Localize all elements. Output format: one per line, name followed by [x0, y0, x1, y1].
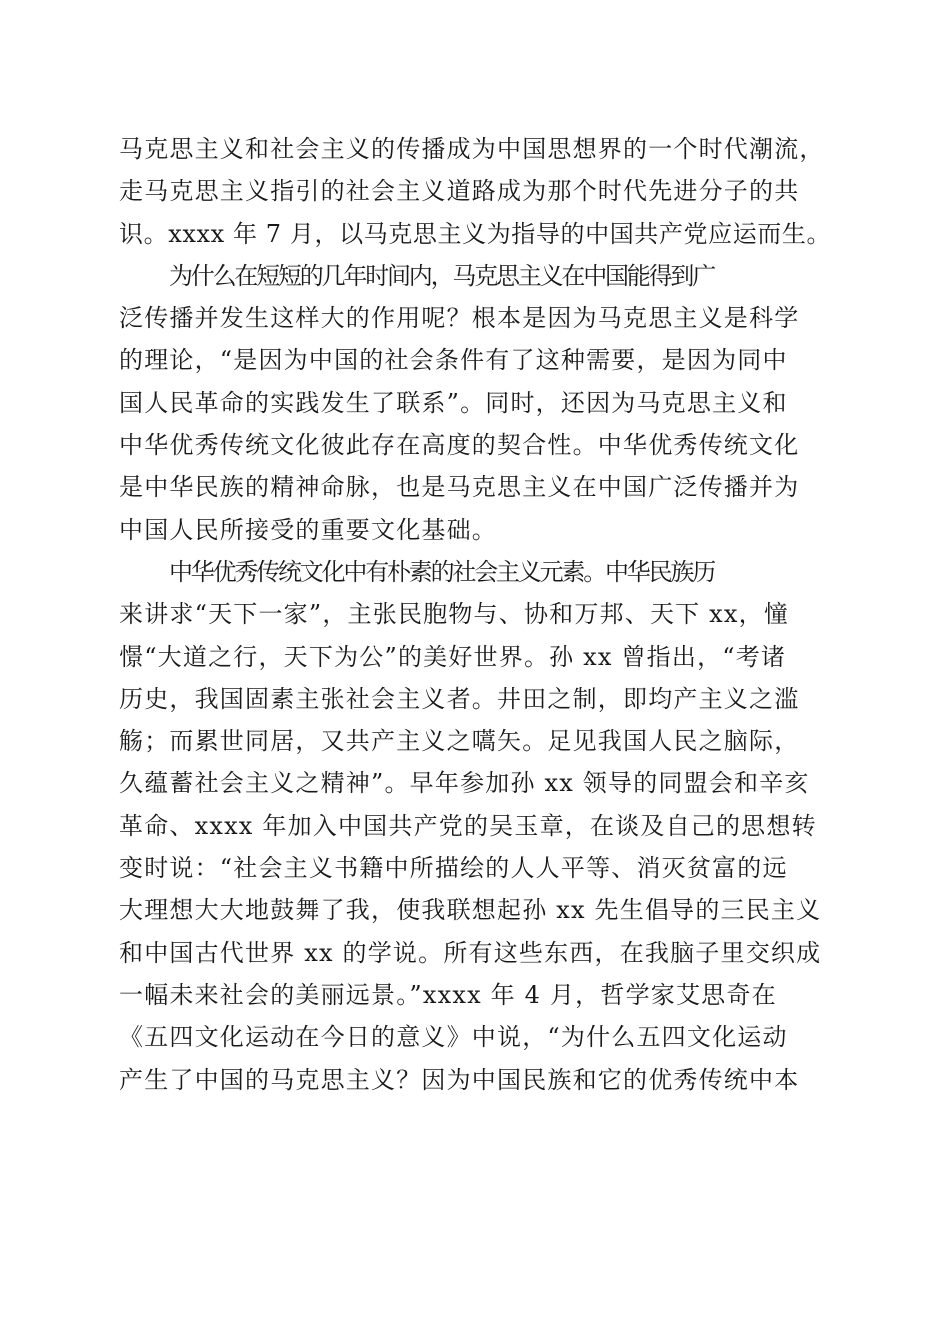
text-line: 久蕴蓄社会主义之精神”。早年参加孙 xx 领导的同盟会和辛亥 [119, 769, 810, 798]
document-body [119, 128, 835, 1101]
text-line: 走马克思主义指引的社会主义道路成为那个时代先进分子的共 [119, 177, 800, 206]
text-line: 变时说：“社会主义书籍中所描绘的人人平等、消灭贫富的远 [119, 854, 788, 883]
paragraph [119, 551, 835, 1101]
text-line: 一幅未来社会的美丽远景。”xxxx 年 4 月，哲学家艾思奇在 [119, 980, 777, 1009]
text-line: 泛传播并发生这样大的作用呢？根本是因为马克思主义是科学 [119, 304, 800, 333]
text-line: 国人民革命的实践发生了联系”。同时，还因为马克思主义和 [119, 388, 788, 417]
text-line: 《五四文化运动在今日的意义》中说，“为什么五四文化运动 [119, 1023, 788, 1052]
text-line: 革命、xxxx 年加入中国共产党的吴玉章，在谈及自己的思想转 [119, 811, 817, 840]
text-line: 中华优秀传统文化彼此存在高度的契合性。中华优秀传统文化 [119, 431, 800, 460]
text-line: 马克思主义和社会主义的传播成为中国思想界的一个时代潮流， [119, 135, 825, 163]
text-line: 的理论，“是因为中国的社会条件有了这种需要，是因为同中 [119, 346, 788, 375]
text-line: 来讲求“天下一家”，主张民胞物与、协和万邦、天下 xx，憧 [119, 600, 790, 629]
text-line: 为什么在短短的几年时间内，马克思主义在中国能得到广 [169, 261, 714, 290]
paragraph [119, 128, 835, 255]
text-line: 中国人民所接受的重要文化基础。 [119, 515, 497, 544]
text-line: 憬“大道之行，天下为公”的美好世界。孙 xx 曾指出，“考诸 [119, 642, 787, 671]
paragraph [119, 255, 835, 551]
text-line: 中华优秀传统文化中有朴素的社会主义元素。中华民族历 [169, 557, 714, 586]
text-line: 历史，我国固素主张社会主义者。井田之制，即均产主义之滥 [119, 684, 800, 713]
text-line: 觞；而累世同居，又共产主义之嚆矢。足见我国人民之脑际， [119, 727, 800, 756]
text-line: 识。xxxx 年 7 月，以马克思主义为指导的中国共产党应运而生。 [119, 219, 832, 248]
text-line: 大理想大大地鼓舞了我，使我联想起孙 xx 先生倡导的三民主义 [119, 896, 822, 925]
text-line: 和中国古代世界 xx 的学说。所有这些东西，在我脑子里交织成 [119, 938, 822, 967]
text-line: 是中华民族的精神命脉，也是马克思主义在中国广泛传播并为 [119, 473, 800, 502]
text-line: 产生了中国的马克思主义？因为中国民族和它的优秀传统中本 [119, 1065, 800, 1094]
